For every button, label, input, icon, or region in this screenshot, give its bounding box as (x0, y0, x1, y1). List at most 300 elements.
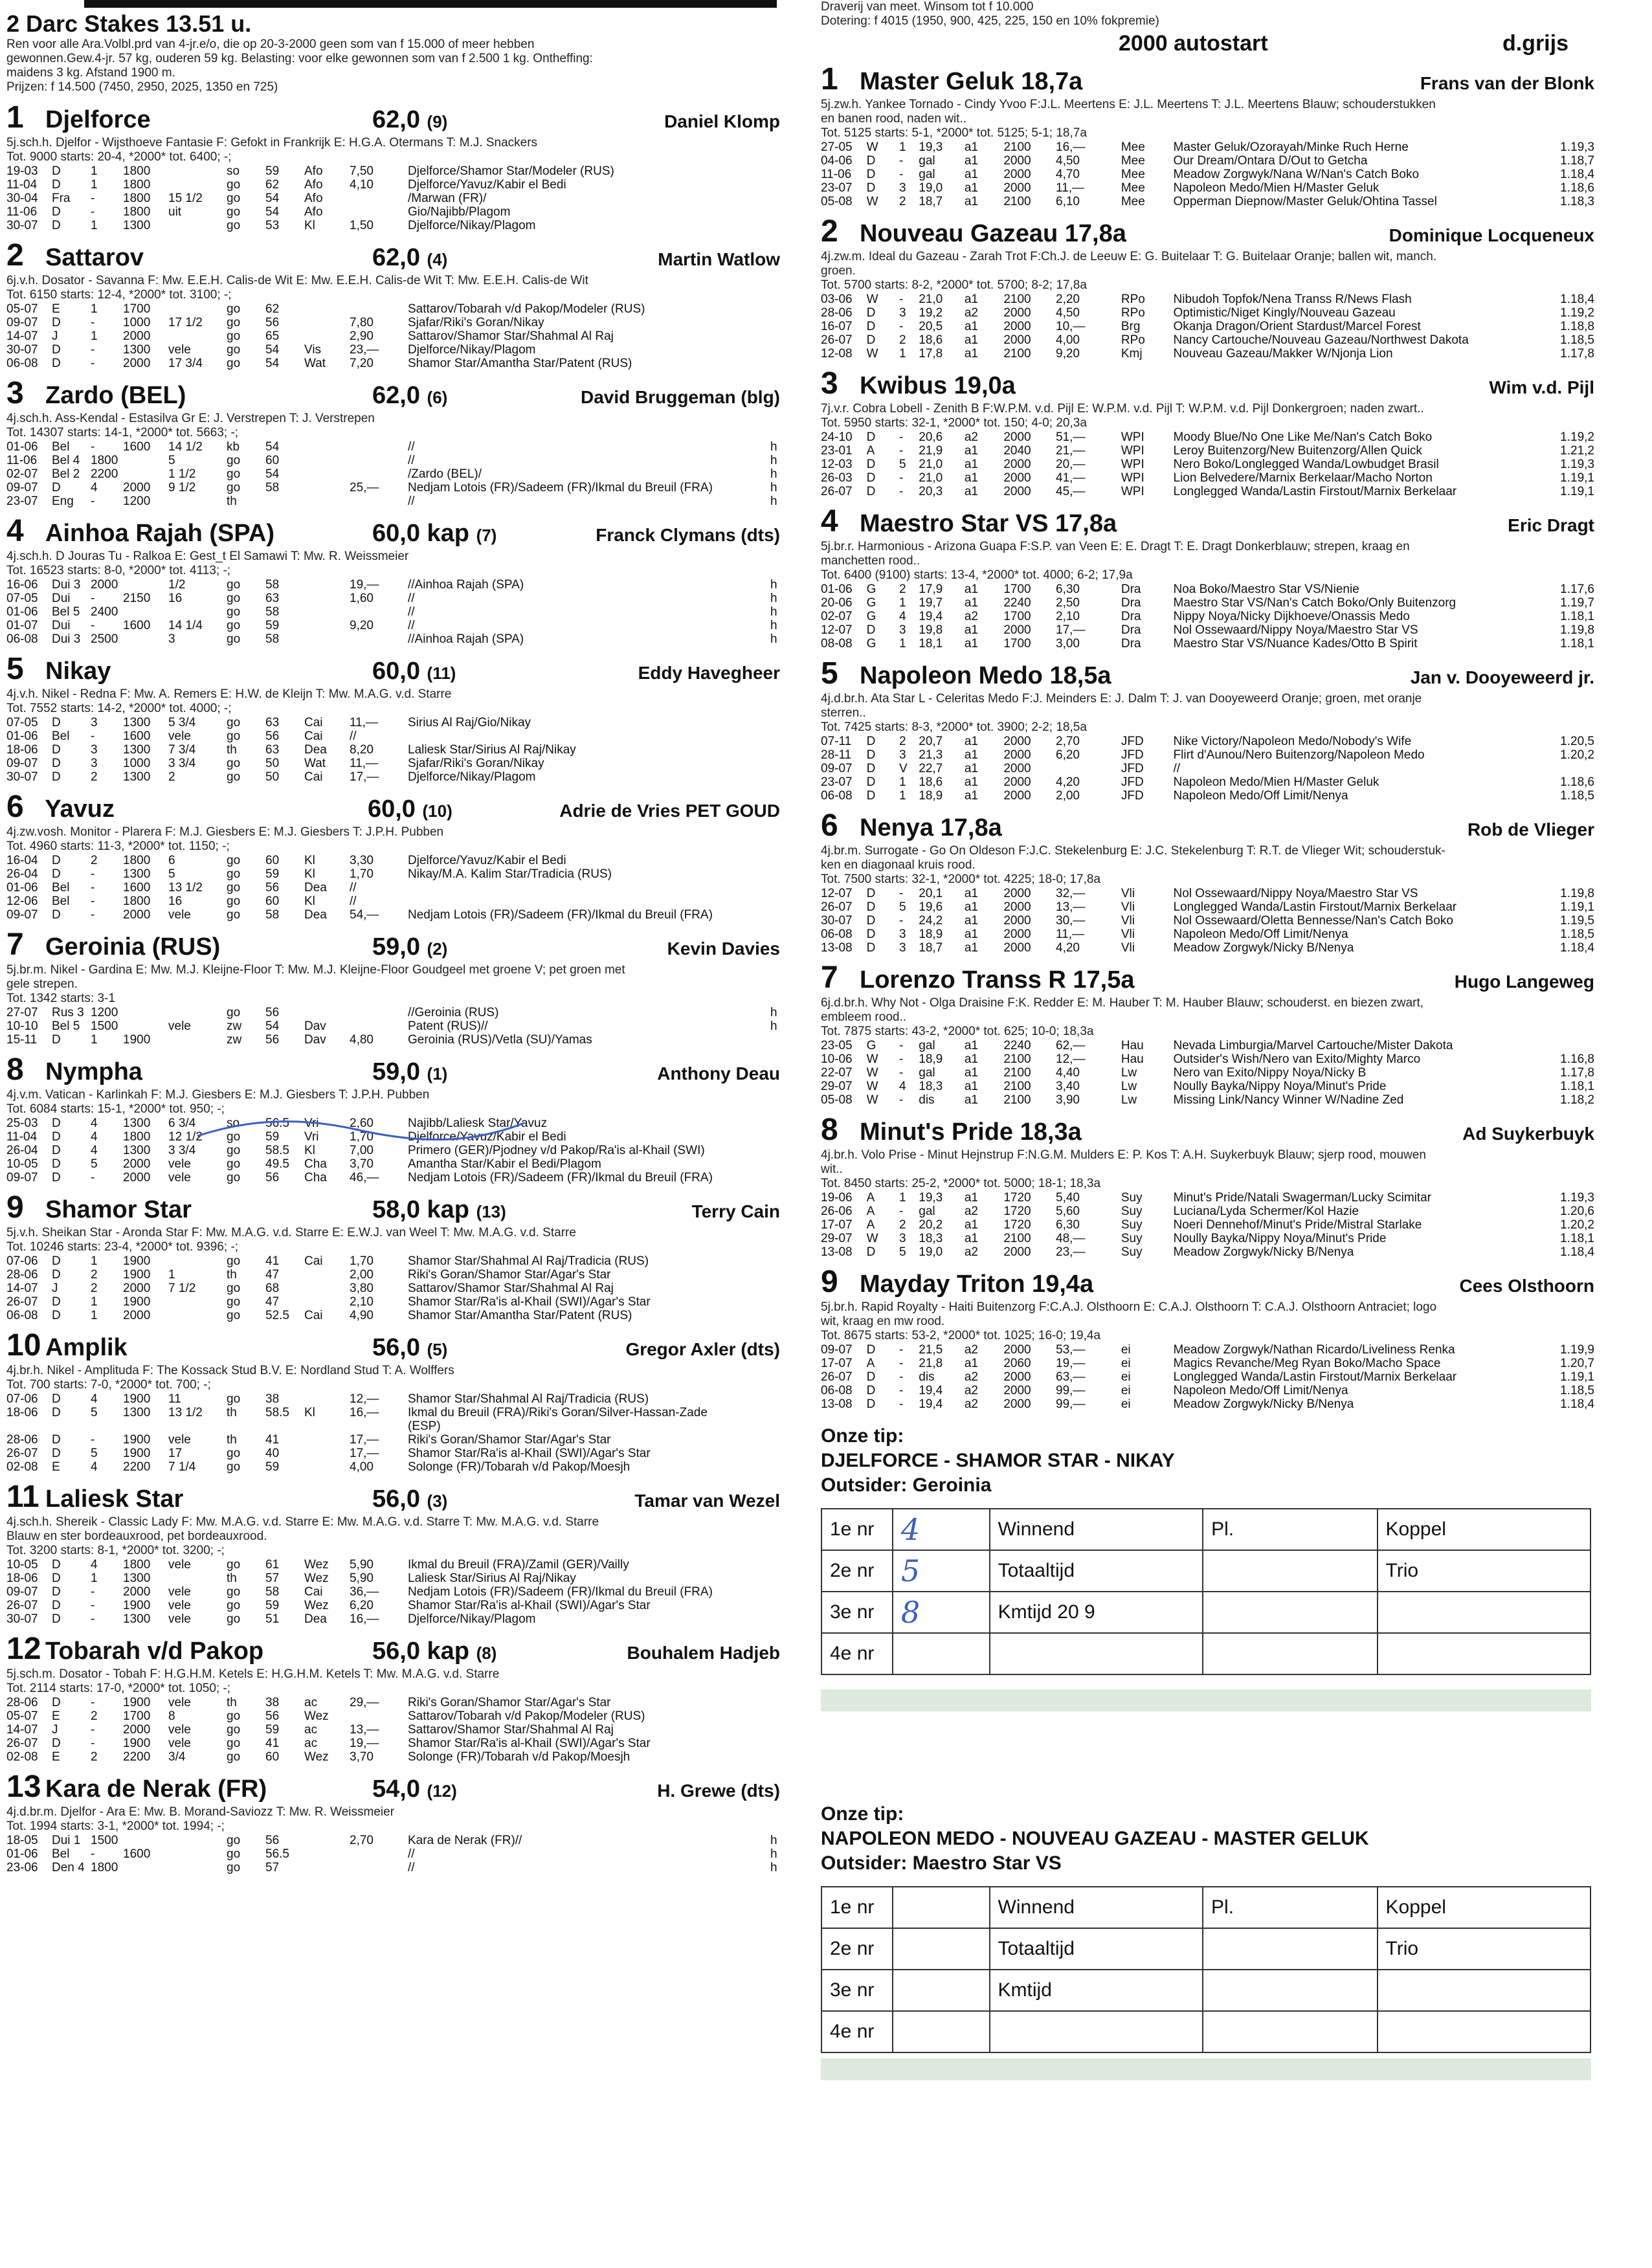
run-cell: - (91, 867, 95, 881)
run-cell: 2000 (1003, 941, 1031, 955)
horse-header (821, 62, 1594, 98)
run-cell: 20,1 (919, 887, 943, 900)
run-cell: //Ainhoa Rajah (SPA) (408, 578, 524, 592)
horse-name: Shamor Star (45, 1196, 192, 1223)
run-cell: - (899, 1066, 904, 1080)
table-row (6, 592, 783, 605)
run-cell: 18-06 (6, 1406, 38, 1419)
run-cell: Cai (304, 1309, 323, 1322)
run-cell: G (866, 637, 876, 650)
table-row (6, 895, 783, 908)
run-cell (770, 1612, 783, 1626)
run-cell: 1 (91, 178, 98, 192)
run-cell: 1.20,6 (1560, 1205, 1594, 1218)
run-cell: 51 (265, 1612, 280, 1626)
run-cell: - (91, 1612, 95, 1626)
driver-name: Wim v.d. Pijl (1489, 377, 1594, 397)
start-type: 2000 autostart (1119, 31, 1268, 56)
run-cell: 3 (899, 748, 906, 762)
run-cell: a2 (964, 1370, 978, 1384)
run-cell (91, 1419, 123, 1433)
run-cell: 21,0 (919, 471, 943, 485)
run-cell: Vis (304, 343, 322, 357)
run-cell: D (866, 471, 876, 485)
run-cell: D (866, 887, 876, 900)
run-cell: 50 (265, 770, 280, 784)
run-cell: 19,4 (919, 610, 943, 623)
run-cell: 26-07 (821, 1370, 853, 1384)
run-cell: 2,10 (350, 1295, 374, 1309)
run-cell: 1900 (123, 1254, 151, 1268)
run-cell: Maestro Star VS/Nan's Catch Boko/Only Buitenzorg (1173, 596, 1457, 610)
run-cell: 1 (91, 302, 98, 316)
race-history (6, 578, 783, 646)
run-cell: 1700 (1003, 583, 1031, 596)
run-cell: 23-07 (821, 775, 853, 789)
post-position: (7) (476, 526, 497, 545)
run-cell: D (52, 1268, 61, 1282)
run-cell: 06-08 (6, 632, 38, 646)
run-cell: 1.19,1 (1560, 485, 1594, 498)
run-cell: 5,90 (350, 1558, 374, 1572)
run-cell: 59 (265, 164, 280, 178)
run-cell: 5 3/4 (168, 716, 196, 729)
run-cell: 1200 (91, 1006, 118, 1019)
run-cell: D (866, 775, 876, 789)
run-cell: D (866, 735, 876, 748)
run-cell: 8 (168, 1709, 175, 1723)
run-cell: 16 (168, 592, 183, 605)
run-cell: a1 (964, 1218, 978, 1232)
run-cell: 2 (899, 333, 906, 347)
run-cell: 6 3/4 (168, 1117, 196, 1130)
run-cell: go (227, 1460, 241, 1474)
run-cell: J (52, 1723, 58, 1737)
run-cell: h (770, 481, 777, 495)
run-cell: Lw (1121, 1093, 1137, 1107)
run-cell: D (52, 1572, 61, 1585)
run-cell: 1 (91, 219, 98, 232)
run-cell: 62 (265, 178, 280, 192)
horse-info: Tot. 7875 starts: 43-2, *2000* tot. 625; 10-0; 18,3a (821, 1025, 1094, 1038)
run-cell: Sattarov/Shamor Star/Shahmal Al Raj (408, 329, 614, 343)
run-cell (770, 1144, 783, 1157)
run-cell: 06-08 (821, 928, 853, 941)
run-cell (304, 440, 350, 454)
run-cell: 15-11 (6, 1033, 38, 1047)
jockey-name: Eddy Havegheer (638, 663, 780, 683)
run-cell: 10-05 (6, 1157, 38, 1171)
weight-value: 60,0 kap (372, 520, 469, 547)
run-cell: Wez (304, 1558, 329, 1572)
weight-value: 62,0 (372, 382, 420, 409)
run-cell (1056, 762, 1121, 775)
run-cell (770, 357, 783, 370)
run-cell: 56 (265, 1709, 280, 1723)
run-cell: D (52, 164, 61, 178)
run-cell: Wez (304, 1750, 329, 1764)
run-cell (304, 1006, 350, 1019)
run-cell: JFD (1121, 762, 1144, 775)
horse-info: 6j.d.br.h. Why Not - Olga Draisine F:K. Redder E: M. Hauber T: M. Hauber Blauw; schouderst. en biezen zwart, (821, 996, 1424, 1010)
run-cell: 58.5 (265, 1406, 289, 1419)
table-row (821, 154, 1594, 168)
run-cell: // (408, 619, 415, 632)
run-cell: Our Dream/Ontara D/Out to Getcha (1173, 154, 1368, 168)
run-cell: D (866, 1343, 876, 1357)
run-cell: th (227, 743, 237, 757)
run-cell: D (866, 623, 876, 637)
run-cell: go (227, 1599, 241, 1612)
horse-info: 4j.br.m. Surrogate - Go On Oldeson F:J.C. Stekelenburg E: J.C. Stekelenburg T: R.T. de Vlieger Wit; schouderstuk- (821, 844, 1446, 858)
table-row (821, 1052, 1594, 1066)
horse-info: Tot. 6400 (9100) starts: 13-4, *2000* tot. 4000; 6-2; 17,9a (821, 568, 1133, 582)
weight-value: 56,0 (372, 1485, 420, 1513)
run-cell: 1 (899, 637, 906, 650)
race-history (821, 1191, 1594, 1259)
score-table-1 (821, 1508, 1591, 1675)
horse-info: Tot. 700 starts: 7-0, *2000* tot. 700; -; (6, 1378, 211, 1392)
table-row (6, 302, 783, 316)
horse-entry (821, 1113, 1594, 1259)
run-cell: 1.18,1 (1560, 610, 1594, 623)
run-cell: 23,— (1056, 1245, 1086, 1259)
run-cell: //Ainhoa Rajah (SPA) (408, 632, 524, 646)
table-row (6, 1709, 783, 1723)
score-cell (1203, 2011, 1377, 2052)
run-cell: 11,— (350, 716, 379, 729)
run-cell (1513, 1039, 1594, 1052)
run-cell: 54 (265, 440, 280, 454)
run-cell: Napoleon Medo/Off Limit/Nenya (1173, 1384, 1348, 1397)
run-cell: 56 (265, 1006, 280, 1019)
run-cell: 26-07 (821, 333, 853, 347)
weight-value: 56,0 (372, 1334, 420, 1361)
horse-entry (6, 928, 780, 1047)
run-cell: 14-07 (6, 1282, 38, 1295)
run-cell: Vli (1121, 914, 1135, 928)
horse-number: 4 (821, 504, 838, 539)
run-cell: Shamor Star/Ra'is al-Khail (SWI)/Agar's Star (408, 1737, 651, 1750)
run-cell: - (91, 619, 95, 632)
run-cell: 14 1/2 (168, 440, 203, 454)
run-cell: Suy (1121, 1205, 1143, 1218)
run-cell (304, 578, 350, 592)
run-cell: 19,7 (919, 596, 943, 610)
score-row (821, 1887, 1591, 1928)
race-history (821, 735, 1594, 803)
run-cell: Brg (1121, 320, 1141, 333)
table-row (6, 1282, 783, 1295)
run-cell: 24-10 (821, 430, 853, 444)
horse-entry (6, 1632, 780, 1764)
run-cell: 11 (168, 1392, 181, 1406)
run-cell: 54 (265, 357, 280, 370)
run-cell (770, 1709, 783, 1723)
race-history (6, 1254, 783, 1322)
run-cell: 2400 (91, 605, 118, 619)
run-cell: go (227, 770, 241, 784)
table-row (6, 1406, 783, 1419)
run-cell: - (91, 440, 95, 454)
run-cell: dis (919, 1370, 935, 1384)
run-cell: 51,— (1056, 430, 1086, 444)
run-cell: 54 (265, 1019, 280, 1033)
run-cell: 3 (91, 743, 98, 757)
horse-name: Zardo (BEL) (45, 382, 186, 409)
run-cell (770, 1171, 783, 1184)
run-cell: 56 (265, 1171, 280, 1184)
jockey-name: Adrie de Vries PET GOUD (559, 801, 780, 821)
table-row (6, 1585, 783, 1599)
run-cell: 14-07 (6, 1723, 38, 1737)
run-cell: 09-07 (6, 908, 38, 922)
run-cell: 2 (899, 583, 906, 596)
run-cell: D (866, 485, 876, 498)
run-cell: Nedjam Lotois (FR)/Sadeem (FR)/Ikmal du Breuil (FRA) (408, 1585, 713, 1599)
run-cell: 20,5 (919, 320, 943, 333)
run-cell: Luciana/Lyda Schermer/Kol Hazie (1173, 1205, 1359, 1218)
run-cell: 1700 (1003, 637, 1031, 650)
run-cell (123, 454, 168, 467)
run-cell: 54 (265, 343, 280, 357)
run-cell: 2,70 (1056, 735, 1080, 748)
run-cell: 13 1/2 (168, 881, 203, 895)
horse-header (6, 652, 780, 687)
run-cell: Longlegged Wanda/Lastin Firstout/Marnix Berkelaar (1173, 485, 1457, 498)
run-cell: 56 (265, 881, 280, 895)
run-cell: Wat (304, 757, 326, 770)
run-cell: Afo (304, 164, 323, 178)
run-cell (304, 1861, 350, 1874)
table-row (821, 168, 1594, 181)
score-cell (1203, 1633, 1377, 1674)
run-cell: - (91, 357, 95, 370)
run-cell: 03-06 (821, 293, 853, 306)
run-cell: Bel (52, 895, 70, 908)
horse-header (6, 1052, 780, 1088)
run-cell: 63 (265, 743, 280, 757)
horse-info: Tot. 8675 starts: 53-2, *2000* tot. 1025; 16-0; 19,4a (821, 1329, 1101, 1342)
horse-number: 1 (6, 100, 24, 135)
score-cell: Totaaltijd (990, 1928, 1203, 1970)
run-cell: 2000 (123, 1171, 151, 1184)
run-cell: 4,10 (350, 178, 374, 192)
run-cell (123, 1006, 168, 1019)
run-cell: 23-07 (821, 181, 853, 195)
run-cell (770, 1033, 783, 1047)
table-row (6, 481, 783, 495)
run-cell (770, 316, 783, 329)
horse-number: 4 (6, 514, 24, 548)
run-cell (304, 1834, 350, 1847)
run-cell: D (52, 716, 61, 729)
run-cell: WPI (1121, 444, 1144, 458)
run-cell: h (770, 467, 777, 481)
driver-name: Dominique Locqueneux (1389, 225, 1594, 245)
run-cell: - (899, 914, 904, 928)
table-row (821, 887, 1594, 900)
run-cell: Lw (1121, 1080, 1137, 1093)
run-cell: 1500 (91, 1019, 118, 1033)
run-cell (770, 205, 783, 219)
run-cell (350, 1419, 408, 1433)
run-cell: 1.19,8 (1560, 623, 1594, 637)
horse-entry (6, 100, 780, 232)
score-cell: Kmtijd 20 9 (990, 1592, 1203, 1633)
run-cell: 2240 (1003, 1039, 1031, 1052)
run-cell: WPI (1121, 471, 1144, 485)
horse-info: manchetten rood.. (821, 554, 921, 568)
run-cell: 6,20 (1056, 748, 1080, 762)
run-cell: 02-08 (6, 1460, 38, 1474)
run-cell: Sattarov/Shamor Star/Shahmal Al Raj (408, 1282, 614, 1295)
run-cell: a1 (964, 181, 978, 195)
run-cell: go (227, 1254, 241, 1268)
run-cell: ac (304, 1723, 318, 1737)
horse-header (821, 1265, 1594, 1300)
run-cell: 2000 (91, 578, 118, 592)
horse-name: Laliesk Star (45, 1485, 184, 1513)
table-row (821, 900, 1594, 914)
run-cell: Suy (1121, 1218, 1143, 1232)
run-cell: 25,— (350, 481, 379, 495)
run-cell: 1900 (123, 1737, 151, 1750)
run-cell: 58.5 (265, 1144, 289, 1157)
run-cell: go (227, 1750, 241, 1764)
run-cell: Riki's Goran/Shamor Star/Agar's Star (408, 1268, 611, 1282)
run-cell: Gio/Najibb/Plagom (408, 205, 511, 219)
run-cell: Dra (1121, 637, 1141, 650)
score-cell: Kmtijd (990, 1970, 1203, 2011)
run-cell: 16,— (1056, 140, 1086, 154)
run-cell (770, 1599, 783, 1612)
run-cell: vele (168, 1171, 191, 1184)
run-cell: Napoleon Medo/Off Limit/Nenya (1173, 789, 1348, 803)
run-cell: Hau (1121, 1052, 1144, 1066)
run-cell: 1600 (123, 619, 151, 632)
run-cell: 4 (91, 1144, 98, 1157)
horse-number: 7 (821, 961, 838, 995)
run-cell: gal (919, 1205, 935, 1218)
run-cell: 10-05 (6, 1558, 38, 1572)
horse-entry (6, 1770, 780, 1874)
run-cell: th (227, 1268, 237, 1282)
score-cell (1203, 1970, 1377, 2011)
run-cell: 40 (265, 1447, 280, 1460)
horse-info: Tot. 5700 starts: 8-2, *2000* tot. 5700; 8-2; 17,8a (821, 278, 1087, 292)
run-cell: - (91, 1599, 95, 1612)
run-cell: ei (1121, 1397, 1131, 1411)
run-cell: A (866, 1191, 875, 1205)
run-cell (770, 1723, 783, 1737)
run-cell: Kl (304, 1144, 315, 1157)
table-row (6, 454, 783, 467)
run-cell: 2000 (123, 1282, 151, 1295)
horse-weight (372, 381, 566, 412)
horse-number: 9 (821, 1265, 838, 1299)
run-cell: 58 (265, 908, 280, 922)
run-cell: gal (919, 1039, 935, 1052)
run-cell: 1,70 (350, 1254, 374, 1268)
run-cell: Leroy Buitenzorg/New Buitenzorg/Allen Quick (1173, 444, 1422, 458)
run-cell: 7,20 (350, 357, 374, 370)
handwritten-entry: 4 (893, 1509, 990, 1550)
table-row (821, 1093, 1594, 1107)
run-cell: 5,60 (1056, 1205, 1080, 1218)
run-cell: 22,7 (919, 762, 943, 775)
run-cell: 17,— (350, 770, 379, 784)
horse-info: 4j.d.br.h. Ata Star L - Celeritas Medo F:J. Meinders E: J. Dalm T: J. van Dooyeweerd Oranje; groen, met oranje (821, 692, 1422, 706)
run-cell: D (866, 748, 876, 762)
run-cell: 56 (265, 316, 280, 329)
table-row (6, 854, 783, 867)
run-cell: Nevada Limburgia/Marvel Cartouche/Mister Dakota (1173, 1039, 1453, 1052)
run-cell: JFD (1121, 748, 1144, 762)
run-cell: 2000 (1003, 1245, 1031, 1259)
run-cell: D (866, 1384, 876, 1397)
run-cell: 2000 (123, 481, 151, 495)
run-cell: 2500 (91, 632, 118, 646)
run-cell: a1 (964, 1357, 978, 1370)
run-cell: 19,8 (919, 623, 943, 637)
run-cell: 1.18,1 (1560, 637, 1594, 650)
run-cell: 2 (899, 1218, 906, 1232)
run-cell (304, 302, 350, 316)
run-cell: Magics Revanche/Meg Ryan Boko/Macho Space (1173, 1357, 1441, 1370)
run-cell: W (866, 1232, 878, 1245)
run-cell: 56.5 (265, 1847, 289, 1861)
table-row (821, 623, 1594, 637)
run-cell: 17 (168, 1447, 183, 1460)
run-cell: 1.18,6 (1560, 775, 1594, 789)
run-cell: 09-07 (6, 481, 38, 495)
horse-info: 5j.zw.h. Yankee Tornado - Cindy Yvoo F:J.L. Meertens E: J.L. Meertens T: J.L. Meertens Blauw; schouderstukken (821, 98, 1436, 111)
run-cell: 10-06 (821, 1052, 853, 1066)
run-cell: a1 (964, 471, 978, 485)
run-cell: 12-03 (821, 458, 853, 471)
table-row (821, 430, 1594, 444)
run-cell: 56.5 (265, 1117, 289, 1130)
horse-weight (372, 933, 566, 963)
run-cell: A (866, 444, 875, 458)
run-cell: D (866, 1370, 876, 1384)
run-cell: 5 (91, 1406, 98, 1419)
run-cell: go (227, 329, 241, 343)
run-cell: 1800 (123, 1130, 151, 1144)
horse-info: 4j.br.h. Nikel - Amplituda F: The Kossack Stud B.V. E: Nordland Stud T: A. Wolffers (6, 1364, 454, 1377)
run-cell: a1 (964, 941, 978, 955)
run-cell: Nike Victory/Napoleon Medo/Nobody's Wife (1173, 735, 1412, 748)
run-cell: Vri (304, 1130, 319, 1144)
run-cell: 58 (265, 632, 280, 646)
run-cell: 02-07 (821, 610, 853, 623)
run-cell: 1800 (123, 164, 151, 178)
table-row (821, 735, 1594, 748)
run-cell: 2 (91, 1268, 98, 1282)
run-cell (168, 605, 227, 619)
run-cell: 59 (265, 867, 280, 881)
horse-entry (821, 1265, 1594, 1411)
run-cell: 1.21,2 (1560, 444, 1594, 458)
run-cell: a1 (964, 1093, 978, 1107)
run-cell: 11,— (1056, 928, 1085, 941)
run-cell: D (866, 1397, 876, 1411)
run-cell (350, 205, 408, 219)
run-cell: 19,3 (919, 140, 943, 154)
run-cell: E (52, 1750, 60, 1764)
horse-name: Yavuz (45, 795, 115, 823)
